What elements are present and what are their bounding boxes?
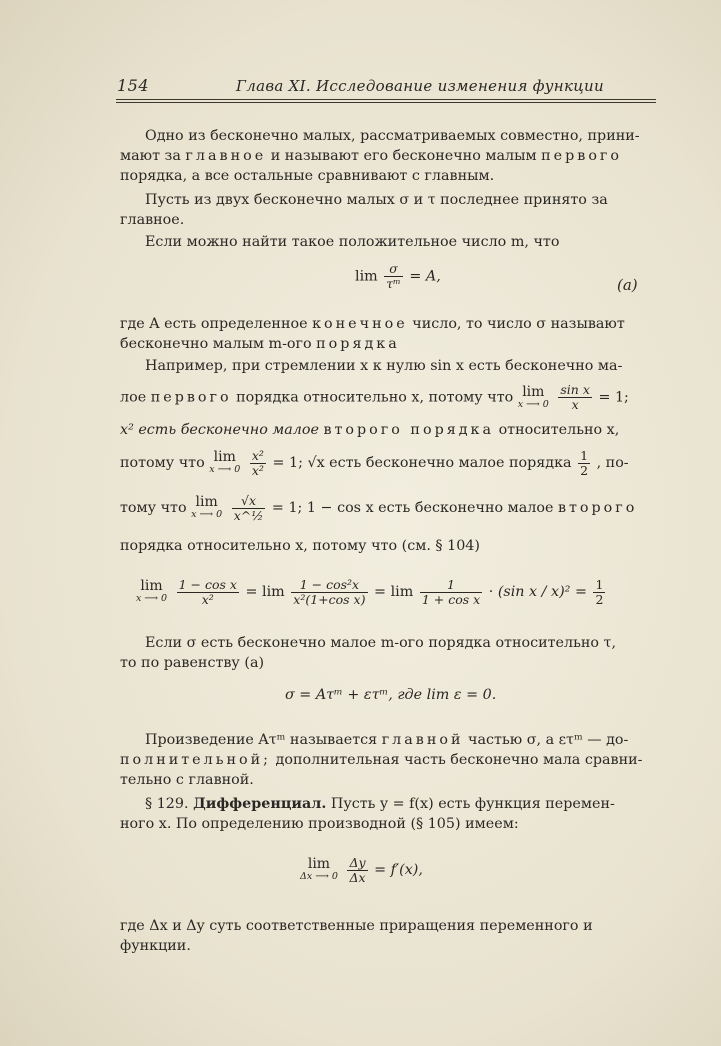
p1-line3: порядка, а все остальные сравнивают с главным. bbox=[120, 168, 495, 184]
eq-cos-dot: · bbox=[488, 584, 494, 600]
running-title: Глава XI. Исследование изменения функции bbox=[236, 77, 604, 95]
equation-a bbox=[355, 262, 441, 291]
p5-l5-spaced: второго bbox=[557, 500, 638, 516]
eq-cos-f1-num: 1 − cos x bbox=[178, 576, 237, 592]
p5-l2-spaced: первого bbox=[150, 389, 232, 406]
p5-l2-text-c: порядка относительно x, потому что bbox=[236, 389, 514, 406]
eq-a-num: σ bbox=[384, 262, 403, 277]
eq-cos-frac2 bbox=[291, 578, 367, 607]
p5-l4-half bbox=[578, 449, 590, 478]
eq-cos-f5-den: 2 bbox=[595, 591, 604, 607]
p5-l4-rhs: = 1; bbox=[272, 455, 303, 471]
p4-line2 bbox=[120, 334, 400, 354]
p7-line2 bbox=[120, 750, 642, 770]
section-heading: Дифференциал. bbox=[193, 796, 327, 812]
p4-l2-text-a: бесконечно малым m-ого bbox=[120, 336, 312, 352]
eq-cos-frac5 bbox=[593, 578, 605, 607]
p5-l2-den: x bbox=[571, 397, 579, 412]
eq-deriv-fraction bbox=[347, 856, 367, 885]
p5-l5-lim-sub: x ⟶ 0 bbox=[191, 509, 223, 520]
p5-l2-rhs: = 1; bbox=[598, 389, 629, 406]
p5-l4-half-num: 1 bbox=[580, 447, 589, 463]
p5-l2-num: sin x bbox=[560, 382, 590, 397]
p4-l1-text-c: число, то число σ называют bbox=[412, 316, 625, 332]
p4-line1 bbox=[120, 314, 625, 334]
eq-deriv-lim-sub: Δx ⟶ 0 bbox=[300, 871, 338, 882]
p5-l5-text-a: тому что bbox=[120, 500, 187, 516]
p5-l4-text-b: √x есть бесконечно малое порядка bbox=[307, 455, 572, 471]
eq-cos-f2-den: x²(1+cos x) bbox=[293, 591, 366, 607]
p5-l2-lim: lim bbox=[522, 383, 545, 400]
eq-deriv-lim: lim bbox=[307, 856, 331, 872]
p1-l2-text-a: мают за bbox=[120, 148, 181, 164]
eq-cos-f3-num: 1 bbox=[420, 578, 482, 593]
p5-l3-text-a: x² есть бесконечно малое bbox=[120, 422, 319, 438]
p5-line6: порядка относительно x, потому что (см. § 104) bbox=[120, 538, 480, 554]
eq-cos-f1-den: x² bbox=[201, 591, 214, 607]
p5-l3-spaced: второго порядка bbox=[323, 422, 495, 438]
p7-l1-text-a: Произведение Aτᵐ называется bbox=[145, 732, 378, 748]
eq-cos-eq1: = lim bbox=[245, 584, 285, 600]
eq-a-den: τᵐ bbox=[386, 276, 401, 291]
p5-l4-limit bbox=[209, 450, 240, 476]
p2-line1: Пусть из двух бесконечно малых σ и τ последнее принято за bbox=[145, 192, 608, 208]
eq-cos-frac1 bbox=[177, 578, 239, 607]
eq-deriv-limit bbox=[300, 857, 338, 883]
p5-line4 bbox=[120, 448, 629, 478]
p9-line2: функции. bbox=[120, 938, 191, 954]
p7-l1-spaced: главной bbox=[381, 732, 464, 748]
eq-cos-frac3 bbox=[420, 578, 482, 607]
eq-deriv-den: Δx bbox=[349, 869, 366, 885]
p5-line1: Например, при стремлении x к нулю sin x есть бесконечно ма- bbox=[145, 358, 623, 374]
p5-l5-num: √x bbox=[232, 494, 266, 509]
p5-l2-limit bbox=[518, 385, 549, 411]
p5-l5-den: x^½ bbox=[233, 507, 264, 523]
p5-l4-text-c: , по- bbox=[596, 455, 629, 471]
eq-cos-eq3: = bbox=[574, 584, 587, 600]
p7-l2-text-b: дополнительная часть бесконечно мала сравни- bbox=[275, 752, 643, 768]
p5-l2-fraction bbox=[558, 383, 592, 412]
p5-l4-num: x² bbox=[251, 447, 264, 463]
p5-l4-lim: lim bbox=[213, 449, 236, 465]
p5-l4-half-den: 2 bbox=[580, 462, 589, 478]
p7-line3: тельно с главной. bbox=[120, 772, 254, 788]
header-rule bbox=[116, 99, 656, 103]
p6-line2: то по равенству (a) bbox=[120, 655, 265, 671]
p5-l4-text-a: потому что bbox=[120, 455, 205, 471]
eq-cos-limit bbox=[136, 579, 167, 605]
eq-cos-lim-sub: x ⟶ 0 bbox=[136, 593, 168, 604]
p5-l2-text-a: лое bbox=[120, 389, 147, 406]
p5-l5-fraction bbox=[232, 494, 266, 523]
p4-l1-spaced: конечное bbox=[312, 316, 408, 332]
p5-l5-text-b: 1 − cos x есть бесконечно малое bbox=[306, 500, 554, 516]
eq-cos-f3-den: 1 + cos x bbox=[421, 591, 481, 607]
equation-sigma: σ = Aτᵐ + ετᵐ, где lim ε = 0. bbox=[285, 687, 497, 703]
p6-line1: Если σ есть бесконечно малое m-ого порядка относительно τ, bbox=[145, 635, 617, 651]
p4-l1-text-a: где A есть определенное bbox=[120, 316, 308, 332]
eq-cos-eq2: = lim bbox=[374, 584, 414, 600]
equation-cos bbox=[136, 574, 607, 610]
p7-l2-spaced: полнительной; bbox=[120, 752, 271, 768]
p5-l5-limit bbox=[191, 495, 222, 521]
p7-line1 bbox=[145, 730, 628, 750]
eq-a-lim: lim bbox=[355, 268, 378, 285]
section-129-line1 bbox=[145, 794, 615, 814]
p1-line1: Одно из бесконечно малых, рассматриваемых совместно, прини- bbox=[145, 128, 640, 144]
p5-l4-lim-sub: x ⟶ 0 bbox=[209, 464, 241, 475]
eq-deriv-num: Δy bbox=[349, 854, 366, 870]
section-129-text: Пусть y = f(x) есть функция перемен- bbox=[330, 796, 615, 812]
eq-cos-f5-num: 1 bbox=[595, 576, 604, 592]
p5-l3-text-c: относительно x, bbox=[498, 422, 620, 438]
p4-l2-spaced: порядка bbox=[316, 336, 400, 352]
eq-a-rhs: = A, bbox=[409, 268, 441, 285]
p5-l2-lim-sub: x ⟶ 0 bbox=[517, 398, 549, 410]
p9-line1: где Δx и Δy суть соответственные приращения переменного и bbox=[120, 918, 593, 934]
p3-line1: Если можно найти такое положительное число m, что bbox=[145, 234, 560, 250]
p7-l1-text-c: частью σ, а ετᵐ — до- bbox=[468, 732, 629, 748]
equation-derivative bbox=[300, 852, 423, 888]
p5-l4-fraction bbox=[250, 449, 266, 478]
eq-cos-lim: lim bbox=[140, 578, 163, 594]
p1-l2-spaced-a: главное bbox=[185, 148, 267, 164]
p5-line3 bbox=[120, 420, 619, 440]
equation-a-label: (a) bbox=[617, 276, 638, 294]
p1-line2 bbox=[120, 146, 622, 166]
section-number: § 129. bbox=[145, 796, 189, 812]
p5-line2 bbox=[120, 383, 629, 412]
section-129-line2: ного x. По определению производной (§ 105) имеем: bbox=[120, 816, 519, 832]
p1-l2-text-c: и называют его бесконечно малым bbox=[270, 148, 537, 164]
p2-line2: главное. bbox=[120, 212, 185, 228]
page-number: 154 bbox=[117, 76, 150, 95]
p5-l5-rhs: = 1; bbox=[271, 500, 303, 516]
eq-cos-squared: (sin x / x)² bbox=[497, 584, 571, 600]
p5-l5-lim: lim bbox=[195, 494, 218, 510]
eq-a-fraction bbox=[384, 262, 403, 291]
p1-l2-spaced-d: первого bbox=[541, 148, 623, 164]
p5-line5 bbox=[120, 492, 637, 524]
eq-deriv-rhs: = f′(x), bbox=[374, 862, 423, 878]
eq-cos-f2-num: 1 − cos²x bbox=[291, 578, 367, 593]
p5-l4-den: x² bbox=[251, 462, 264, 478]
